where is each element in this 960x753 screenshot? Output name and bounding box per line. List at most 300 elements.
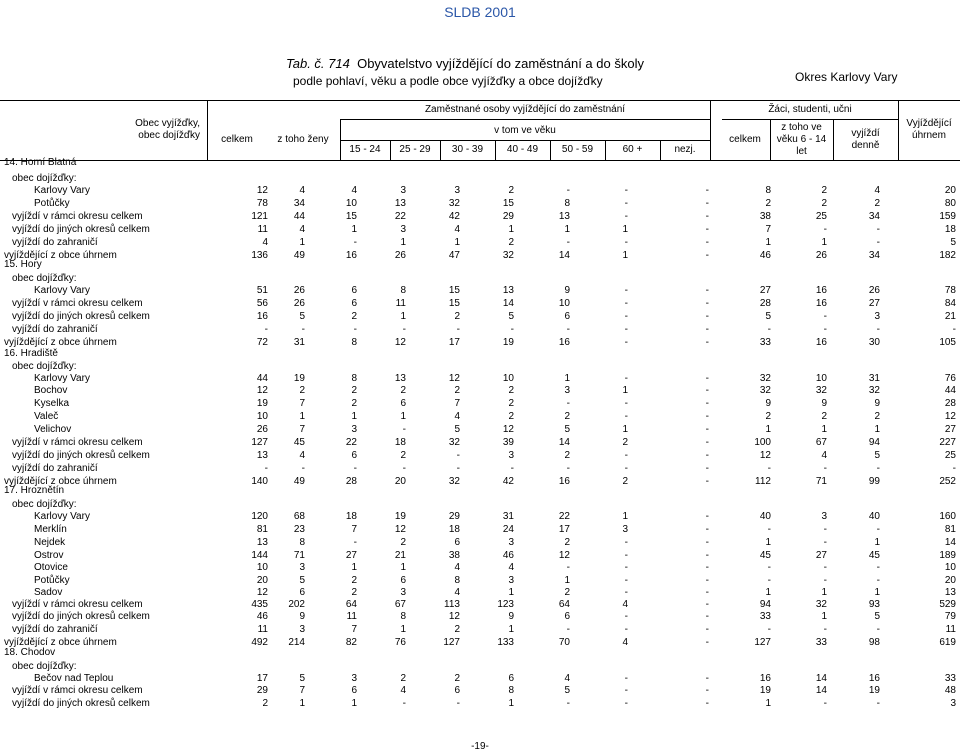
table-cell: 6 <box>564 311 570 322</box>
table-cell: - <box>624 211 628 222</box>
table-cell: - <box>823 463 827 474</box>
table-cell: 5 <box>765 311 771 322</box>
table-cell: 56 <box>256 298 268 309</box>
table-row <box>0 484 960 498</box>
table-cell: - <box>823 624 827 635</box>
table-cell: 70 <box>558 637 570 648</box>
row-label: vyjíždí v rámci okresu celkem <box>12 599 143 610</box>
table-row <box>0 258 960 272</box>
table-cell: - <box>624 237 628 248</box>
table-cell: - <box>456 463 460 474</box>
table-cell: - <box>705 385 709 396</box>
table-cell: 26 <box>394 250 406 261</box>
table-cell: 24 <box>502 524 514 535</box>
table-cell: 12 <box>759 450 771 461</box>
table-cell: 18 <box>394 437 406 448</box>
age-group-header: v tom ve věku <box>494 125 556 136</box>
table-cell: 1 <box>765 424 771 435</box>
table-row <box>0 297 960 311</box>
table-cell: - <box>624 698 628 709</box>
table-cell: - <box>624 624 628 635</box>
table-cell: 14 <box>558 250 570 261</box>
table-cell: - <box>952 324 956 335</box>
row-label: vyjíždí v rámci okresu celkem <box>12 211 143 222</box>
table-cell: 3 <box>454 185 460 196</box>
table-cell: - <box>705 550 709 561</box>
age-header: 60 + <box>622 144 643 155</box>
table-cell: 4 <box>299 224 305 235</box>
table-cell: 26 <box>868 285 880 296</box>
table-cell: 4 <box>821 450 827 461</box>
table-cell: 5 <box>299 673 305 684</box>
table-cell: - <box>402 324 406 335</box>
table-cell: 10 <box>944 562 956 573</box>
table-cell: 34 <box>293 198 305 209</box>
table-cell: 3 <box>400 185 406 196</box>
table-cell: 33 <box>944 673 956 684</box>
students-age-header-line1: z toho ve <box>781 122 822 133</box>
table-cell: - <box>823 324 827 335</box>
row-header-line2: obec dojížďky <box>138 130 200 141</box>
table-cell: 7 <box>299 424 305 435</box>
table-cell: 71 <box>815 476 827 487</box>
table-cell: - <box>566 237 570 248</box>
table-row <box>0 284 960 298</box>
row-label: vyjíždí do zahraničí <box>12 624 98 635</box>
row-label: vyjíždí v rámci okresu celkem <box>12 685 143 696</box>
table-cell: - <box>705 575 709 586</box>
table-cell: 21 <box>944 311 956 322</box>
table-cell: 6 <box>454 537 460 548</box>
table-subtitle: podle pohlaví, věku a podle obce vyjížďky a obce dojížďky <box>293 74 603 88</box>
table-cell: 2 <box>564 411 570 422</box>
table-cell: - <box>705 685 709 696</box>
table-cell: 123 <box>497 599 514 610</box>
table-cell: 3 <box>351 424 357 435</box>
table-cell: 13 <box>394 373 406 384</box>
row-label: Otovice <box>34 562 68 573</box>
table-cell: - <box>510 324 514 335</box>
table-cell: 3 <box>622 524 628 535</box>
employed-total-header: celkem <box>221 134 253 145</box>
row-label: 15. Hory <box>4 259 42 270</box>
table-cell: 16 <box>256 311 268 322</box>
age-header: 30 - 39 <box>451 144 484 155</box>
table-cell: 3 <box>351 673 357 684</box>
table-cell: 94 <box>868 437 880 448</box>
table-cell: - <box>624 398 628 409</box>
table-cell: 1 <box>874 587 880 598</box>
table-cell: - <box>566 698 570 709</box>
table-cell: 18 <box>944 224 956 235</box>
table-cell: - <box>353 237 357 248</box>
table-cell: 45 <box>868 550 880 561</box>
table-cell: 11 <box>346 611 357 622</box>
table-cell: 19 <box>502 337 514 348</box>
table-cell: 46 <box>759 250 771 261</box>
table-cell: 20 <box>256 575 268 586</box>
table-cell: - <box>705 373 709 384</box>
table-cell: 1 <box>765 237 771 248</box>
table-cell: 33 <box>815 637 827 648</box>
table-cell: - <box>566 398 570 409</box>
table-row <box>0 561 960 575</box>
table-cell: 14 <box>815 685 827 696</box>
table-cell: 9 <box>564 285 570 296</box>
table-cell: - <box>705 476 709 487</box>
table-cell: - <box>705 185 709 196</box>
table-cell: 2 <box>508 237 514 248</box>
table-top-rule <box>0 100 960 101</box>
table-cell: 39 <box>502 437 514 448</box>
table-number: Tab. č. 714 <box>286 56 350 71</box>
table-cell: 113 <box>444 599 460 610</box>
table-cell: - <box>705 424 709 435</box>
table-cell: 6 <box>508 673 514 684</box>
table-cell: 45 <box>759 550 771 561</box>
table-cell: 8 <box>400 611 406 622</box>
table-cell: 8 <box>564 198 570 209</box>
table-cell: 1 <box>400 411 406 422</box>
table-cell: - <box>705 450 709 461</box>
row-label: Bečov nad Teplou <box>34 673 114 684</box>
table-cell: 2 <box>564 537 570 548</box>
table-cell: 1 <box>564 373 570 384</box>
employed-group-header: Zaměstnané osoby vyjíždějící do zaměstnání <box>424 104 626 115</box>
table-cell: 4 <box>564 673 570 684</box>
table-cell: 16 <box>558 476 570 487</box>
table-row <box>0 223 960 237</box>
table-cell: 2 <box>508 385 514 396</box>
row-label: 18. Chodov <box>4 647 56 658</box>
table-cell: 2 <box>262 698 268 709</box>
table-cell: 34 <box>868 250 880 261</box>
table-cell: 10 <box>345 198 357 209</box>
table-cell: 33 <box>759 611 771 622</box>
table-cell: 9 <box>874 398 880 409</box>
table-cell: 44 <box>944 385 956 396</box>
table-title-text: Obyvatelstvo vyjíždějící do zaměstnání a do školy <box>357 56 644 71</box>
table-cell: - <box>624 685 628 696</box>
table-cell: 31 <box>868 373 880 384</box>
table-cell: 12 <box>394 337 406 348</box>
table-cell: 27 <box>815 550 827 561</box>
row-label: Nejdek <box>34 537 66 548</box>
table-cell: 17 <box>256 673 268 684</box>
table-cell: 32 <box>759 385 771 396</box>
age-header: 50 - 59 <box>561 144 594 155</box>
table-cell: - <box>624 324 628 335</box>
table-cell: 38 <box>448 550 460 561</box>
table-cell: 2 <box>454 385 460 396</box>
table-cell: 32 <box>759 373 771 384</box>
table-cell: 12 <box>256 385 268 396</box>
table-cell: 12 <box>256 185 268 196</box>
table-cell: 202 <box>288 599 305 610</box>
table-cell: - <box>876 575 880 586</box>
table-cell: - <box>705 337 709 348</box>
row-label: vyjíždí do jiných okresů celkem <box>12 698 150 709</box>
table-cell: 42 <box>502 476 514 487</box>
table-cell: 14 <box>558 437 570 448</box>
table-cell: 15 <box>448 285 460 296</box>
table-cell: 2 <box>400 450 406 461</box>
table-cell: - <box>767 575 771 586</box>
table-cell: 1 <box>351 562 357 573</box>
table-cell: 32 <box>448 437 460 448</box>
table-row <box>0 210 960 224</box>
table-row <box>0 697 960 711</box>
table-cell: - <box>705 224 709 235</box>
table-cell: 29 <box>448 511 460 522</box>
row-label: Velichov <box>34 424 72 435</box>
table-cell: 49 <box>293 476 305 487</box>
table-cell: 6 <box>564 611 570 622</box>
table-row <box>0 397 960 411</box>
row-label: obec dojížďky: <box>12 173 77 184</box>
table-cell: 1 <box>351 224 357 235</box>
table-cell: - <box>876 324 880 335</box>
table-cell: 20 <box>944 185 956 196</box>
row-label: obec dojížďky: <box>12 661 77 672</box>
table-cell: 1 <box>400 237 406 248</box>
table-cell: 1 <box>821 424 827 435</box>
table-row <box>0 310 960 324</box>
table-cell: 8 <box>454 575 460 586</box>
table-cell: 78 <box>944 285 956 296</box>
table-cell: - <box>353 537 357 548</box>
table-cell: 16 <box>815 298 827 309</box>
table-cell: 81 <box>944 524 956 535</box>
table-row <box>0 623 960 637</box>
table-cell: 3 <box>950 698 956 709</box>
table-cell: 26 <box>815 250 827 261</box>
table-cell: 1 <box>874 537 880 548</box>
table-cell: 11 <box>257 224 268 235</box>
table-cell: 27 <box>944 424 956 435</box>
table-cell: 78 <box>256 198 268 209</box>
table-cell: 1 <box>299 698 305 709</box>
table-cell: - <box>705 637 709 648</box>
table-cell: 34 <box>868 211 880 222</box>
table-cell: - <box>456 698 460 709</box>
table-cell: 2 <box>874 198 880 209</box>
table-cell: - <box>876 524 880 535</box>
table-cell: 13 <box>944 587 956 598</box>
table-cell: 8 <box>351 337 357 348</box>
table-cell: - <box>876 562 880 573</box>
table-cell: 14 <box>502 298 514 309</box>
table-cell: - <box>353 463 357 474</box>
row-label: vyjíždí do jiných okresů celkem <box>12 224 150 235</box>
row-label: vyjíždí v rámci okresu celkem <box>12 298 143 309</box>
table-cell: 32 <box>448 198 460 209</box>
table-cell: 2 <box>765 411 771 422</box>
table-row <box>0 684 960 698</box>
table-cell: 2 <box>821 198 827 209</box>
table-row <box>0 184 960 198</box>
table-cell: 6 <box>351 298 357 309</box>
table-cell: 46 <box>502 550 514 561</box>
table-cell: 14 <box>944 537 956 548</box>
table-cell: 93 <box>868 599 880 610</box>
table-cell: 127 <box>251 437 268 448</box>
row-label: vyjíždějící z obce úhrnem <box>4 337 117 348</box>
row-label: 16. Hradiště <box>4 348 58 359</box>
table-cell: 8 <box>508 685 514 696</box>
table-cell: 19 <box>868 685 880 696</box>
table-cell: 140 <box>251 476 268 487</box>
table-cell: 16 <box>815 285 827 296</box>
row-label: vyjíždí do zahraničí <box>12 324 98 335</box>
table-cell: - <box>705 211 709 222</box>
table-cell: 16 <box>868 673 880 684</box>
table-cell: 76 <box>944 373 956 384</box>
table-cell: 11 <box>945 624 956 635</box>
table-cell: - <box>264 463 268 474</box>
table-cell: - <box>566 185 570 196</box>
table-cell: 8 <box>400 285 406 296</box>
table-cell: 2 <box>454 311 460 322</box>
table-cell: - <box>767 562 771 573</box>
row-label: vyjíždějící z obce úhrnem <box>4 250 117 261</box>
table-cell: 4 <box>874 185 880 196</box>
table-cell: 189 <box>939 550 956 561</box>
table-cell: 98 <box>868 637 880 648</box>
table-cell: 182 <box>939 250 956 261</box>
table-cell: 136 <box>251 250 268 261</box>
table-cell: 81 <box>256 524 268 535</box>
table-cell: 10 <box>502 373 514 384</box>
table-cell: 3 <box>508 450 514 461</box>
table-cell: 1 <box>821 237 827 248</box>
table-cell: - <box>705 324 709 335</box>
table-cell: - <box>823 575 827 586</box>
document-header-title: SLDB 2001 <box>444 4 516 20</box>
table-cell: 121 <box>251 211 268 222</box>
students-daily-header-line1: vyjíždí <box>851 128 880 139</box>
table-cell: 84 <box>944 298 956 309</box>
table-cell: - <box>705 698 709 709</box>
table-cell: 3 <box>299 562 305 573</box>
row-label: Karlovy Vary <box>34 185 90 196</box>
table-cell: 14 <box>815 673 827 684</box>
table-cell: 13 <box>502 285 514 296</box>
table-cell: - <box>823 224 827 235</box>
table-cell: 64 <box>345 599 357 610</box>
total-out-header-line2: úhrnem <box>912 130 946 141</box>
table-cell: 21 <box>394 550 406 561</box>
table-cell: 9 <box>508 611 514 622</box>
table-cell: 3 <box>400 587 406 598</box>
table-cell: 31 <box>502 511 514 522</box>
table-cell: - <box>705 198 709 209</box>
table-row <box>0 536 960 550</box>
table-cell: 11 <box>257 624 268 635</box>
table-cell: - <box>876 237 880 248</box>
table-cell: 1 <box>765 587 771 598</box>
row-label: Valeč <box>34 411 59 422</box>
table-cell: 32 <box>448 476 460 487</box>
table-cell: 11 <box>395 298 406 309</box>
row-label: vyjíždí v rámci okresu celkem <box>12 437 143 448</box>
table-cell: - <box>456 324 460 335</box>
table-cell: 71 <box>293 550 305 561</box>
row-label: vyjíždí do jiných okresů celkem <box>12 611 150 622</box>
table-cell: 4 <box>299 185 305 196</box>
employed-women-header: z toho ženy <box>277 134 329 145</box>
table-cell: 10 <box>256 411 268 422</box>
table-cell: 18 <box>345 511 357 522</box>
table-row <box>0 423 960 437</box>
table-cell: - <box>767 463 771 474</box>
table-cell: 17 <box>558 524 570 535</box>
table-cell: - <box>624 337 628 348</box>
table-cell: - <box>705 599 709 610</box>
table-cell: 7 <box>351 524 357 535</box>
table-cell: 27 <box>868 298 880 309</box>
table-cell: 27 <box>759 285 771 296</box>
table-cell: 5 <box>508 311 514 322</box>
table-cell: 22 <box>394 211 406 222</box>
table-cell: - <box>624 198 628 209</box>
row-label: vyjíždí do jiných okresů celkem <box>12 450 150 461</box>
table-cell: 29 <box>256 685 268 696</box>
table-cell: 1 <box>299 237 305 248</box>
table-cell: 2 <box>400 537 406 548</box>
table-cell: 1 <box>622 511 628 522</box>
students-daily-header-line2: denně <box>851 140 880 151</box>
age-header: 15 - 24 <box>349 144 381 155</box>
table-cell: 1 <box>351 411 357 422</box>
table-cell: 5 <box>454 424 460 435</box>
table-row <box>0 236 960 250</box>
table-cell: 2 <box>454 624 460 635</box>
table-cell: 32 <box>815 599 827 610</box>
table-cell: 10 <box>815 373 827 384</box>
table-cell: - <box>767 524 771 535</box>
table-cell: 2 <box>351 587 357 598</box>
table-cell: 1 <box>765 698 771 709</box>
table-cell: 15 <box>502 198 514 209</box>
table-row <box>0 323 960 337</box>
table-cell: 15 <box>448 298 460 309</box>
table-cell: 13 <box>256 537 268 548</box>
table-cell: 619 <box>939 637 956 648</box>
table-cell: 8 <box>351 373 357 384</box>
table-cell: 40 <box>868 511 880 522</box>
col-divider <box>207 100 208 160</box>
table-cell: 7 <box>299 685 305 696</box>
table-cell: - <box>876 624 880 635</box>
table-cell: 214 <box>288 637 305 648</box>
table-cell: - <box>705 673 709 684</box>
table-cell: - <box>624 411 628 422</box>
table-cell: 1 <box>622 224 628 235</box>
table-cell: 19 <box>293 373 305 384</box>
total-out-header-line1: Vyjíždějící <box>906 118 952 129</box>
table-cell: 3 <box>299 624 305 635</box>
table-cell: - <box>624 562 628 573</box>
table-cell: 6 <box>351 285 357 296</box>
table-cell: 19 <box>759 685 771 696</box>
table-cell: 8 <box>299 537 305 548</box>
table-cell: 25 <box>815 211 827 222</box>
table-cell: - <box>624 185 628 196</box>
table-cell: 5 <box>564 424 570 435</box>
table-cell: 12 <box>558 550 570 561</box>
table-cell: 105 <box>939 337 956 348</box>
